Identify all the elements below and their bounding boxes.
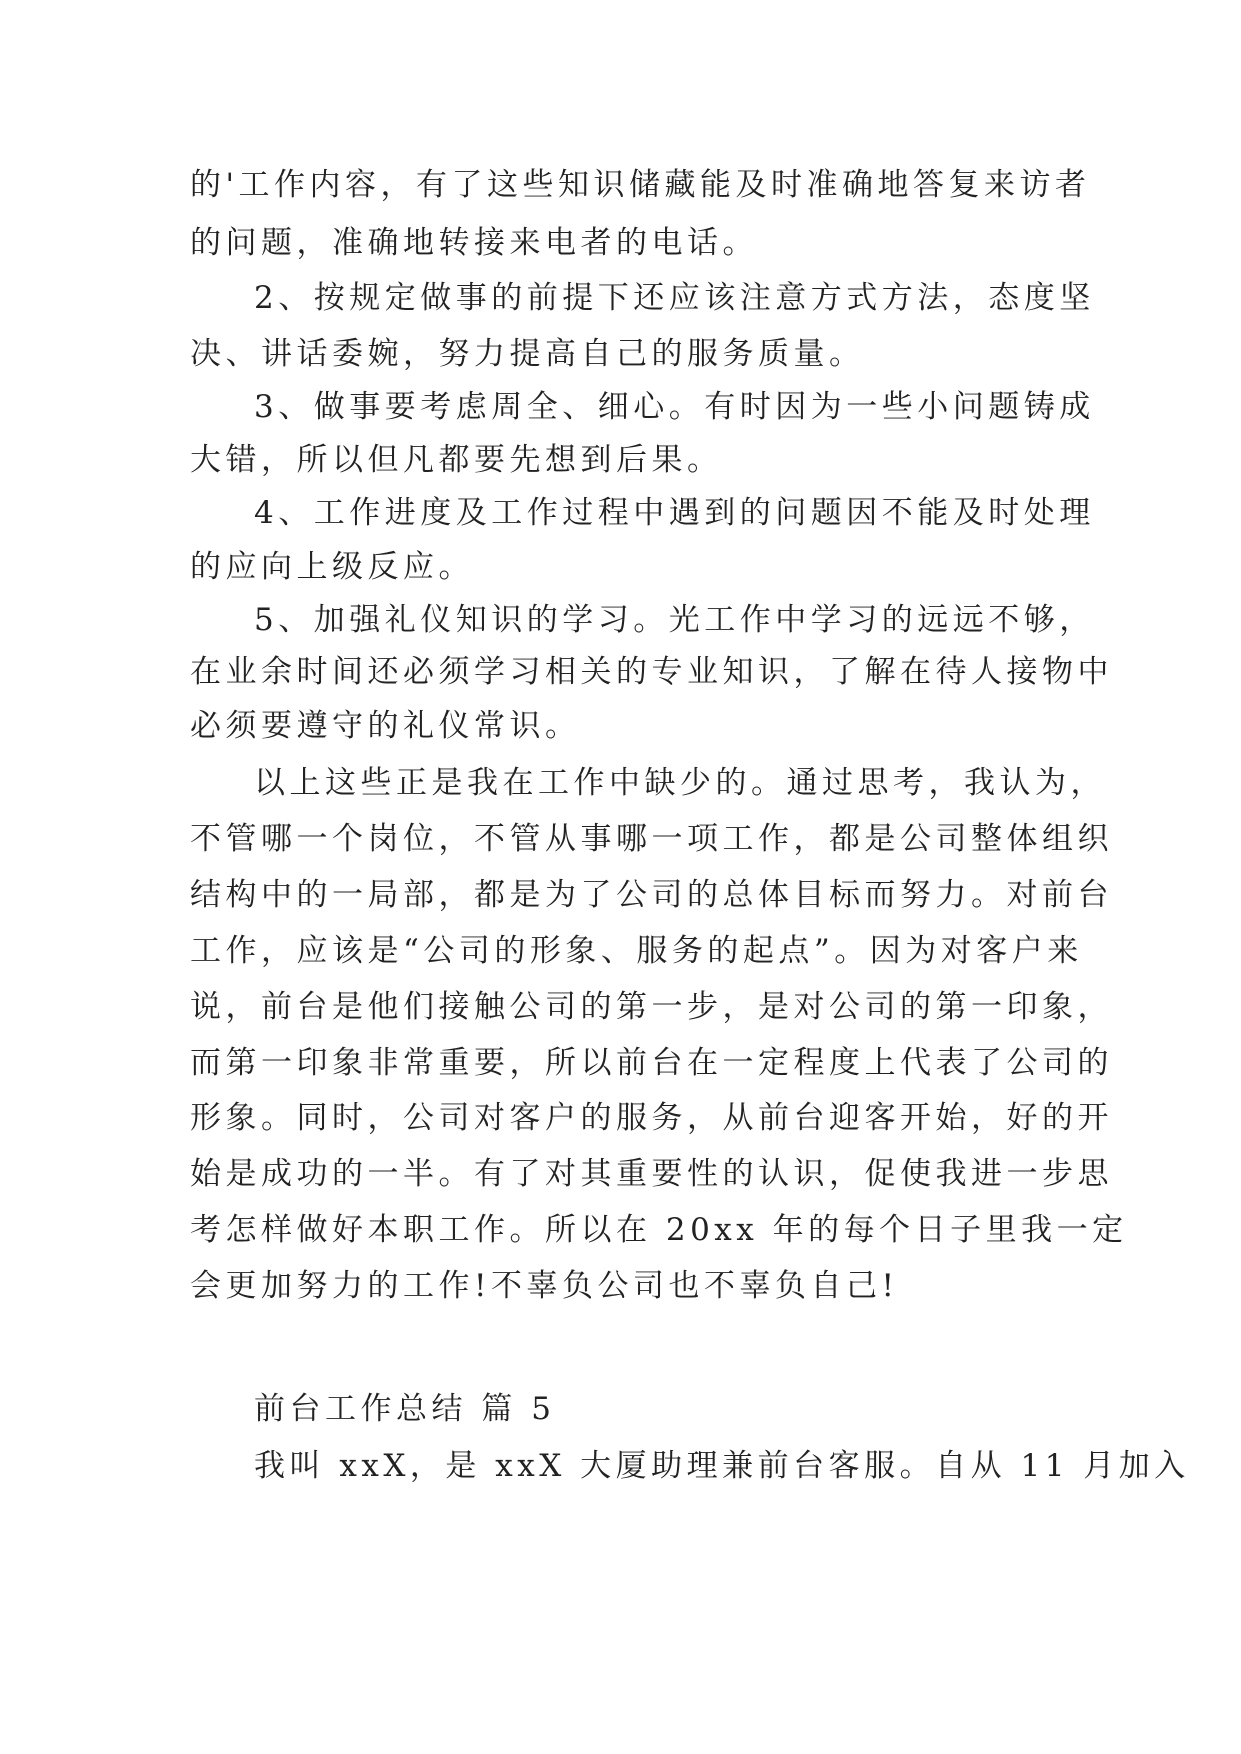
list-item-2: 2、按规定做事的前提下还应该注意方式方法，态度坚 bbox=[254, 280, 1095, 316]
text-line: 大错，所以但凡都要先想到后果。 bbox=[190, 442, 723, 478]
text-line: 而第一印象非常重要，所以前台在一定程度上代表了公司的 bbox=[190, 1045, 1113, 1081]
text-line: 不管哪一个岗位，不管从事哪一项工作，都是公司整体组织 bbox=[190, 821, 1113, 857]
text-line: 的应向上级反应。 bbox=[190, 549, 474, 585]
text-line: 说，前台是他们接触公司的第一步，是对公司的第一印象， bbox=[190, 989, 1113, 1025]
text-line: 的'工作内容，有了这些知识储藏能及时准确地答复来访者 bbox=[190, 167, 1091, 203]
section-title: 前台工作总结 篇 5 bbox=[254, 1391, 556, 1427]
text-line: 的问题，准确地转接来电者的电话。 bbox=[190, 225, 758, 261]
text-line: 会更加努力的工作!不辜负公司也不辜负自己! bbox=[190, 1268, 899, 1304]
paragraph-start: 我叫 xxX，是 xxX 大厦助理兼前台客服。自从 11 月加入 bbox=[254, 1448, 1190, 1484]
text-line: 在业余时间还必须学习相关的专业知识，了解在待人接物中 bbox=[190, 654, 1113, 690]
text-line: 决、讲话委婉，努力提高自己的服务质量。 bbox=[190, 336, 865, 372]
text-line: 工作，应该是“公司的形象、服务的起点”。因为对客户来 bbox=[190, 933, 1083, 969]
list-item-3: 3、做事要考虑周全、细心。有时因为一些小问题铸成 bbox=[254, 389, 1095, 425]
list-item-5: 5、加强礼仪知识的学习。光工作中学习的远远不够， bbox=[254, 602, 1095, 638]
list-item-4: 4、工作进度及工作过程中遇到的问题因不能及时处理 bbox=[254, 495, 1095, 531]
paragraph-start: 以上这些正是我在工作中缺少的。通过思考，我认为， bbox=[254, 765, 1106, 801]
text-line: 始是成功的一半。有了对其重要性的认识，促使我进一步思 bbox=[190, 1156, 1113, 1192]
text-line: 形象。同时，公司对客户的服务，从前台迎客开始，好的开 bbox=[190, 1100, 1113, 1136]
text-line: 结构中的一局部，都是为了公司的总体目标而努力。对前台 bbox=[190, 877, 1113, 913]
text-line: 必须要遵守的礼仪常识。 bbox=[190, 708, 581, 744]
text-line: 考怎样做好本职工作。所以在 20xx 年的每个日子里我一定 bbox=[190, 1212, 1128, 1248]
